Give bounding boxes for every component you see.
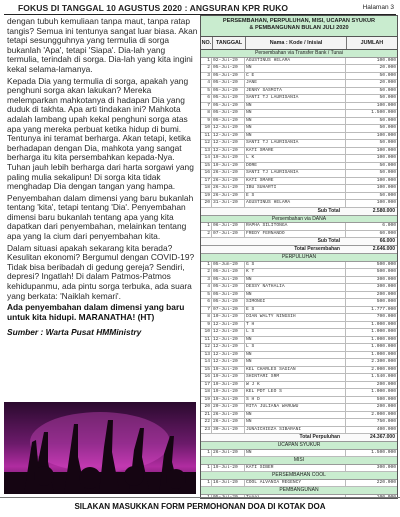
table-row xyxy=(201,269,397,277)
table-cell: 200.000 xyxy=(376,404,396,409)
table-cell: 19 xyxy=(201,193,212,200)
table-row xyxy=(201,292,397,300)
table-row xyxy=(201,148,397,156)
table-row xyxy=(201,262,397,270)
table-cell: 50.000 xyxy=(379,125,396,130)
table-cell: 12-Jul-20 xyxy=(212,148,245,155)
worship-hands-image xyxy=(4,402,196,494)
total-row xyxy=(201,246,397,254)
table-cell: COOL ALVANIA REGENCY xyxy=(245,480,346,487)
table-cell: 05-Jul-20 xyxy=(212,299,245,306)
table-cell: Tunai xyxy=(245,495,346,500)
table-cell: 1.000.000 xyxy=(371,321,396,327)
subtotal-value: 66.000 xyxy=(379,238,395,244)
table-cell: 14 xyxy=(201,359,212,366)
table-cell: SHINTARI SRM xyxy=(245,374,346,381)
table-cell: 05-Jul-20 xyxy=(212,103,245,110)
table-cell: 16-Jul-20 xyxy=(212,480,245,487)
table-cell: 12-Jul-20 xyxy=(212,133,245,140)
table-row xyxy=(201,133,397,141)
table-cell: 16 xyxy=(201,374,212,381)
col-date: TANGGAL xyxy=(213,37,247,49)
article-source: Sumber : Warta Pusat HMMinistry xyxy=(7,327,142,338)
table-cell: NN xyxy=(245,65,346,72)
table-cell: 23 xyxy=(201,427,212,434)
table-cell: 500.000 xyxy=(376,269,396,274)
table-cell: 1.000.000 xyxy=(371,351,396,357)
table-row xyxy=(201,65,397,73)
table-cell: 10 xyxy=(201,125,212,132)
table-row xyxy=(201,412,397,420)
table-cell: 18 xyxy=(201,389,212,396)
table-cell: 50.000 xyxy=(379,170,396,175)
total-value: 24.367.000 xyxy=(369,434,395,440)
table-cell: 12 xyxy=(201,344,212,351)
table-cell: 20 xyxy=(201,404,212,411)
table-cell: 50.000 xyxy=(379,162,396,168)
table-cell: 9 xyxy=(201,118,212,125)
table-cell: NN xyxy=(245,110,346,117)
table-row xyxy=(201,404,397,412)
table-row xyxy=(201,58,397,66)
table-cell: 1 xyxy=(201,262,212,269)
table-cell: 19-Jul-20 xyxy=(212,367,245,374)
raised-hands-silhouette xyxy=(4,402,196,494)
table-cell: JANE xyxy=(245,80,346,87)
table-cell: 06-Jul-20 xyxy=(212,223,245,230)
table-cell: 15 xyxy=(201,163,212,170)
table-cell: 5 xyxy=(201,292,212,299)
article-closing: Ada penyembahan dalam dimensi yang baru untuk kita hidupi. MARANATHA! (HT) xyxy=(7,302,185,322)
table-cell: 300.000 xyxy=(376,276,396,282)
table-row xyxy=(201,140,397,148)
table-cell: 12-Jul-20 xyxy=(212,140,245,147)
table-cell: 2 xyxy=(201,65,212,72)
table-cell: 11 xyxy=(201,337,212,344)
table-cell: 05-Jul-20 xyxy=(212,110,245,117)
table-cell: 05-Jul-20 xyxy=(212,292,245,299)
table-cell: 05-Jul-20 xyxy=(212,80,245,87)
table-cell: 1.500.000 xyxy=(371,110,396,115)
table-cell: 100.000 xyxy=(376,494,396,499)
table-cell: 05-Jul-20 xyxy=(212,88,245,95)
table-cell: 1.777.000 xyxy=(371,306,396,312)
table-cell: 10-Jul-20 xyxy=(212,314,245,321)
table-cell: 3 xyxy=(201,73,212,80)
table-cell: 07-Jul-20 xyxy=(212,231,245,238)
subtotal-row xyxy=(201,208,397,216)
table-cell: 100.000 xyxy=(376,200,396,205)
col-no: NO. xyxy=(201,37,213,49)
table-cell: 05-Jul-20 xyxy=(212,118,245,125)
col-name: Nama : Kode / Inisial xyxy=(246,37,346,49)
table-cell: 17 xyxy=(201,178,212,185)
table-row xyxy=(201,299,397,307)
table-cell: 1 xyxy=(201,58,212,65)
table-cell: 26-Jul-20 xyxy=(212,170,245,177)
table-row xyxy=(201,178,397,186)
section-title: UCAPAN SYUKUR xyxy=(201,442,397,450)
table-cell: 6 xyxy=(201,299,212,306)
table-cell: T H xyxy=(245,322,346,329)
table-cell: DIAN WALTY NINGSIH xyxy=(245,314,346,321)
table-cell: K T xyxy=(245,269,346,276)
table-cell: 1.000.000 xyxy=(371,344,396,349)
table-cell: DORE xyxy=(245,163,346,170)
table-cell: 1.500.000 xyxy=(371,449,396,455)
table-cell: 100.000 xyxy=(376,185,396,190)
table-cell: 17 xyxy=(201,382,212,389)
table-cell: 19-Jul-20 xyxy=(212,397,245,404)
table-cell: NN xyxy=(245,133,346,140)
table-row xyxy=(201,322,397,330)
table-cell: 05-Jul-20 xyxy=(212,495,245,500)
table-cell: 05-Jul-20 xyxy=(212,65,245,72)
total-label: Total Persembahan xyxy=(294,246,340,252)
table-cell: C E xyxy=(245,73,346,80)
table-cell: 26-Jul-20 xyxy=(212,419,245,426)
table-row xyxy=(201,170,397,178)
table-cell: 11 xyxy=(201,133,212,140)
table-row xyxy=(201,337,397,345)
table-cell: 1 xyxy=(201,480,212,487)
table-cell: 19-Jul-20 xyxy=(212,382,245,389)
table-row xyxy=(201,419,397,427)
table-row xyxy=(201,223,397,231)
table-cell: 22 xyxy=(201,419,212,426)
table-cell: L S xyxy=(245,329,346,336)
prayer-request-footer: SILAKAN MASUKKAN FORM PERMOHONAN DOA DI KOTAK DOA xyxy=(0,497,400,517)
table-cell: 19-Jul-20 xyxy=(212,374,245,381)
table-cell: RITA JULIANA WARUWU xyxy=(245,404,346,411)
table-cell: S H D xyxy=(245,397,346,404)
table-row xyxy=(201,397,397,405)
table-row xyxy=(201,465,397,473)
table-cell: 12-Jul-20 xyxy=(212,337,245,344)
table-cell: 2.300.000 xyxy=(371,359,396,364)
table-cell: 500.000 xyxy=(376,396,396,402)
table-cell: NN xyxy=(245,359,346,366)
total-label: Total Perpuluhan xyxy=(299,434,340,440)
table-row xyxy=(201,155,397,163)
table-row xyxy=(201,193,397,201)
table-cell: 19-Jul-20 xyxy=(212,155,245,162)
table-row xyxy=(201,231,397,239)
table-cell: W J K xyxy=(245,382,346,389)
total-row xyxy=(201,434,397,442)
table-row xyxy=(201,118,397,126)
table-cell: 26-Jul-20 xyxy=(212,185,245,192)
table-cell: 12-Jul-20 xyxy=(212,322,245,329)
table-cell: 1 xyxy=(201,223,212,230)
table-cell: IBU SUHARTI xyxy=(245,185,346,192)
table-cell: SANTI TJ LAURISANIA xyxy=(245,140,346,147)
table-cell: 16 xyxy=(201,170,212,177)
table-cell: 1.000.000 xyxy=(371,336,396,342)
table-cell: 26-Jul-20 xyxy=(212,193,245,200)
table-cell: 100.000 xyxy=(376,155,396,160)
table-cell: 20.000 xyxy=(379,80,396,85)
table-cell: 05-Jun-20 xyxy=(212,262,245,269)
table-cell: 05-Jul-20 xyxy=(212,95,245,102)
table-cell: NN xyxy=(245,450,346,457)
table-cell: 02-Jul-20 xyxy=(212,58,245,65)
table-cell: 500.000 xyxy=(376,261,396,267)
table-cell: 13 xyxy=(201,352,212,359)
table-cell: 4 xyxy=(201,80,212,87)
table-cell: 14 xyxy=(201,155,212,162)
table-cell: KEL PDT LEO S xyxy=(245,389,346,396)
page-header xyxy=(4,3,396,15)
table-row xyxy=(201,480,397,488)
table-row xyxy=(201,73,397,81)
table-cell: 220.000 xyxy=(376,479,396,485)
total-value: 2.646.000 xyxy=(372,246,395,252)
table-cell: AGUSTINUS HELAMA xyxy=(245,58,346,65)
table-cell: 2 xyxy=(201,231,212,238)
table-cell: FREDY FERNANDO xyxy=(245,231,346,238)
table-cell: 2.000.000 xyxy=(371,366,396,372)
table-row xyxy=(201,200,397,208)
table-cell: 100.000 xyxy=(376,177,396,183)
table-cell: 30-Jul-20 xyxy=(212,427,245,434)
table-row xyxy=(201,284,397,292)
table-cell: 200.000 xyxy=(376,381,396,387)
table-cell: NN xyxy=(245,337,346,344)
table-cell: 05-Jul-20 xyxy=(212,269,245,276)
table-cell: NN xyxy=(245,125,346,132)
table-cell: 1.000.000 xyxy=(371,389,396,394)
table-cell: KATI SMARE xyxy=(245,178,346,185)
table-cell: SANTI TJ LAURISANIA xyxy=(245,170,346,177)
table-cell: 12-Jul-20 xyxy=(212,329,245,336)
table-cell: 7 xyxy=(201,103,212,110)
table-cell: 100.000 xyxy=(376,102,396,108)
page-number: Halaman 3 xyxy=(362,4,394,11)
table-cell: 5 xyxy=(201,88,212,95)
table-cell: 50.000 xyxy=(379,117,396,123)
table-cell: E S xyxy=(245,193,346,200)
table-cell: 8 xyxy=(201,314,212,321)
offering-report-table xyxy=(200,15,398,499)
table-cell: E S xyxy=(245,307,346,314)
table-cell: NN xyxy=(245,292,346,299)
table-row xyxy=(201,103,397,111)
table-cell: 05-Jul-20 xyxy=(212,284,245,291)
table-cell: NN xyxy=(245,118,346,125)
table-cell: 4 xyxy=(201,284,212,291)
table-cell: NN xyxy=(245,419,346,426)
article-paragraph: Dalam situasi apakah sekarang kita berada? Kesulitan ekonomi? Bergumul dengan COVID-19? Tidak bisa beribadah di gedung gereja? Sendiri, depresi? Ingatlah! Di dalam Patmos-Patmos kehidupanmu, ada pintu sorga terbuka, ada suara yang berkata: 'Naiklah kemari'. xyxy=(7,242,195,301)
table-cell: 1.000.000 xyxy=(371,329,396,334)
table-cell: G S xyxy=(245,262,346,269)
table-cell: KATI SIBER xyxy=(245,465,346,472)
table-row xyxy=(201,427,397,435)
table-cell: 50.000 xyxy=(379,72,396,78)
table-row xyxy=(201,344,397,352)
article-paragraph: dengan tubuh kemuliaan tanpa maut, tanpa ratap tangis? Semua ini tentunya sangat luar biasa. Akan tetapi sesungguhnya yang termulia di sorga bukanlah 'Apa', tetapi 'Siapa'. Dia-lah yang termulia, terindah di sorga. Dia-lah yang kita ingini kekal selama-lamanya. xyxy=(7,16,198,74)
table-row xyxy=(201,185,397,193)
table-cell: 50.000 xyxy=(379,192,396,198)
section-title: PEMBANGUNAN xyxy=(201,487,397,495)
table-cell: 500.000 xyxy=(376,299,396,304)
table-cell: 60.000 xyxy=(379,230,396,236)
table-cell: 300.000 xyxy=(376,464,396,470)
table-cell: AGUSTINUS HELAMA xyxy=(245,200,346,207)
table-cell: 05-Jul-20 xyxy=(212,73,245,80)
table-cell: 19 xyxy=(201,397,212,404)
section-title: PERPULUHAN xyxy=(201,254,397,262)
table-cell: 1 xyxy=(201,450,212,457)
table-cell: 9 xyxy=(201,322,212,329)
table-cell: NN xyxy=(245,103,346,110)
table-cell: 400.000 xyxy=(376,426,396,432)
table-cell: 26-Jul-20 xyxy=(212,178,245,185)
table-cell: 2.000.000 xyxy=(371,411,396,417)
table-cell: 1.540.000 xyxy=(371,374,396,379)
table-title: PERSEMBAHAN, PERPULUHAN, MISI, UCAPAN SYUKUR & PEMBANGUNAN BULAN JULI 2020 xyxy=(201,16,397,37)
table-cell: L S xyxy=(245,344,346,351)
table-cell: 26-Jul-20 xyxy=(212,412,245,419)
table-cell: 100.000 xyxy=(376,132,396,138)
table-cell: 300.000 xyxy=(376,284,396,289)
table-row xyxy=(201,374,397,382)
table-row xyxy=(201,359,397,367)
table-cell: NN xyxy=(245,277,346,284)
table-cell: 50.000 xyxy=(379,87,396,93)
table-cell: 21 xyxy=(201,412,212,419)
table-body xyxy=(201,50,397,499)
table-cell: 6.000 xyxy=(382,223,396,228)
table-row xyxy=(201,367,397,375)
article-paragraph: Kepada Dia yang termulia di sorga, apakah yang penghuni sorga akan lakukan? Mereka melemparkan mahkotanya di hadapan Dia yang duduk di takhta. Apa arti tindakan ini? Mahkota adalah lambang upah kekal penghuni sorga atas apa yang mereka perbuat ketika hidup di bumi. Tentunya ini teramat berharga. Akan tetapi, ketika berhadapan dengan Dia, mahkota yang sangat berharga itu kita persembahkan kepada-Nya. Tuhan jauh lebih berharga dari harta sorgawi yang paling mulia sekalipun! Di sorga kita tidak menghadap Dia dengan tangan yang hampa. xyxy=(7,75,194,192)
subtotal-label: Sub Total xyxy=(317,207,340,214)
table-cell: 20-Jul-20 xyxy=(212,404,245,411)
table-cell: JUNAICHIEZA SIBARANI xyxy=(245,427,346,434)
table-cell: 19-Jul-20 xyxy=(212,465,245,472)
table-cell: 18 xyxy=(201,185,212,192)
table-cell: 20.000 xyxy=(379,65,396,70)
table-cell: NN xyxy=(245,352,346,359)
table-cell: 19-Jul-20 xyxy=(212,389,245,396)
table-cell: 12-Jul-20 xyxy=(212,352,245,359)
section-title: Persembahan via Transfer Bank / Tunai xyxy=(201,50,397,58)
section-title: Persembahan via DANA xyxy=(201,216,397,224)
subtotal-row xyxy=(201,238,397,246)
table-cell: 7 xyxy=(201,307,212,314)
table-cell: 10 xyxy=(201,329,212,336)
table-cell: 26-Jul-20 xyxy=(212,450,245,457)
table-cell: 100.000 xyxy=(376,57,396,63)
table-cell: DESSY NATHALIA xyxy=(245,284,346,291)
article-column xyxy=(7,17,199,340)
table-cell: 12-Jul-20 xyxy=(212,344,245,351)
table-row xyxy=(201,329,397,337)
table-cell: 12-Jul-20 xyxy=(212,359,245,366)
table-cell: SANTI TJ LAURISANIA xyxy=(245,95,346,102)
table-cell: 07-Jul-20 xyxy=(212,307,245,314)
table-cell: 6 xyxy=(201,95,212,102)
table-cell: NN xyxy=(245,412,346,419)
table-cell: 50.000 xyxy=(379,140,396,145)
table-cell: 12-Jul-20 xyxy=(212,125,245,132)
table-row xyxy=(201,80,397,88)
page-title: FOKUS DI TANGGAL 10 AGUSTUS 2020 : ANGSURAN KPR RUKO xyxy=(18,3,289,13)
section-title: MISI xyxy=(201,457,397,465)
table-cell: 1 xyxy=(201,465,212,472)
article-paragraph: Penyembahan dalam dimensi yang baru bukanlah tentang 'kita', tetapi tentang 'Dia'. Penyembahan dimensi baru bukanlah tentang apa yang kita dapatkan dari penyembahan, melainkan tentang apa yang Ia cium dari penyembahan kita. xyxy=(7,192,194,242)
table-cell: 2 xyxy=(201,269,212,276)
table-cell: 50.000 xyxy=(379,95,396,100)
table-row xyxy=(201,88,397,96)
col-amount: JUMLAH xyxy=(360,40,384,46)
table-row xyxy=(201,307,397,315)
table-cell: 3 xyxy=(201,277,212,284)
table-row xyxy=(201,450,397,458)
table-cell: L K xyxy=(245,155,346,162)
table-cell: 13 xyxy=(201,148,212,155)
subtotal-value: 2.580.000 xyxy=(372,207,395,214)
table-cell: 12 xyxy=(201,140,212,147)
table-row xyxy=(201,352,397,360)
table-row xyxy=(201,163,397,171)
table-cell: 05-Jul-20 xyxy=(212,277,245,284)
subtotal-label: Sub Total xyxy=(317,238,340,244)
table-row xyxy=(201,125,397,133)
table-cell: KEL CHARLES SAGIAN xyxy=(245,367,346,374)
table-cell: KATI SMARE xyxy=(245,148,346,155)
table-cell: 19-Jul-20 xyxy=(212,163,245,170)
table-cell: 750.000 xyxy=(376,419,396,424)
table-row xyxy=(201,389,397,397)
table-row xyxy=(201,314,397,322)
table-cell: 700.000 xyxy=(376,314,396,319)
table-cell: 100.000 xyxy=(376,147,396,153)
table-cell: 1 xyxy=(201,495,212,500)
table-cell: RAPHA SILITONGA xyxy=(245,223,346,230)
table-row xyxy=(201,110,397,118)
table-row xyxy=(201,382,397,390)
table-row xyxy=(201,277,397,285)
table-cell: 31-Jul-20 xyxy=(212,200,245,207)
table-cell: JENNY SASMITA xyxy=(245,88,346,95)
table-cell: 200.000 xyxy=(376,291,396,297)
table-cell: 20 xyxy=(201,200,212,207)
section-title: PERSEMBAHAN COOL xyxy=(201,472,397,480)
table-cell: SIMONGI xyxy=(245,299,346,306)
table-cell: 8 xyxy=(201,110,212,117)
table-cell: 15 xyxy=(201,367,212,374)
table-header-row xyxy=(201,37,397,50)
table-row xyxy=(201,95,397,103)
